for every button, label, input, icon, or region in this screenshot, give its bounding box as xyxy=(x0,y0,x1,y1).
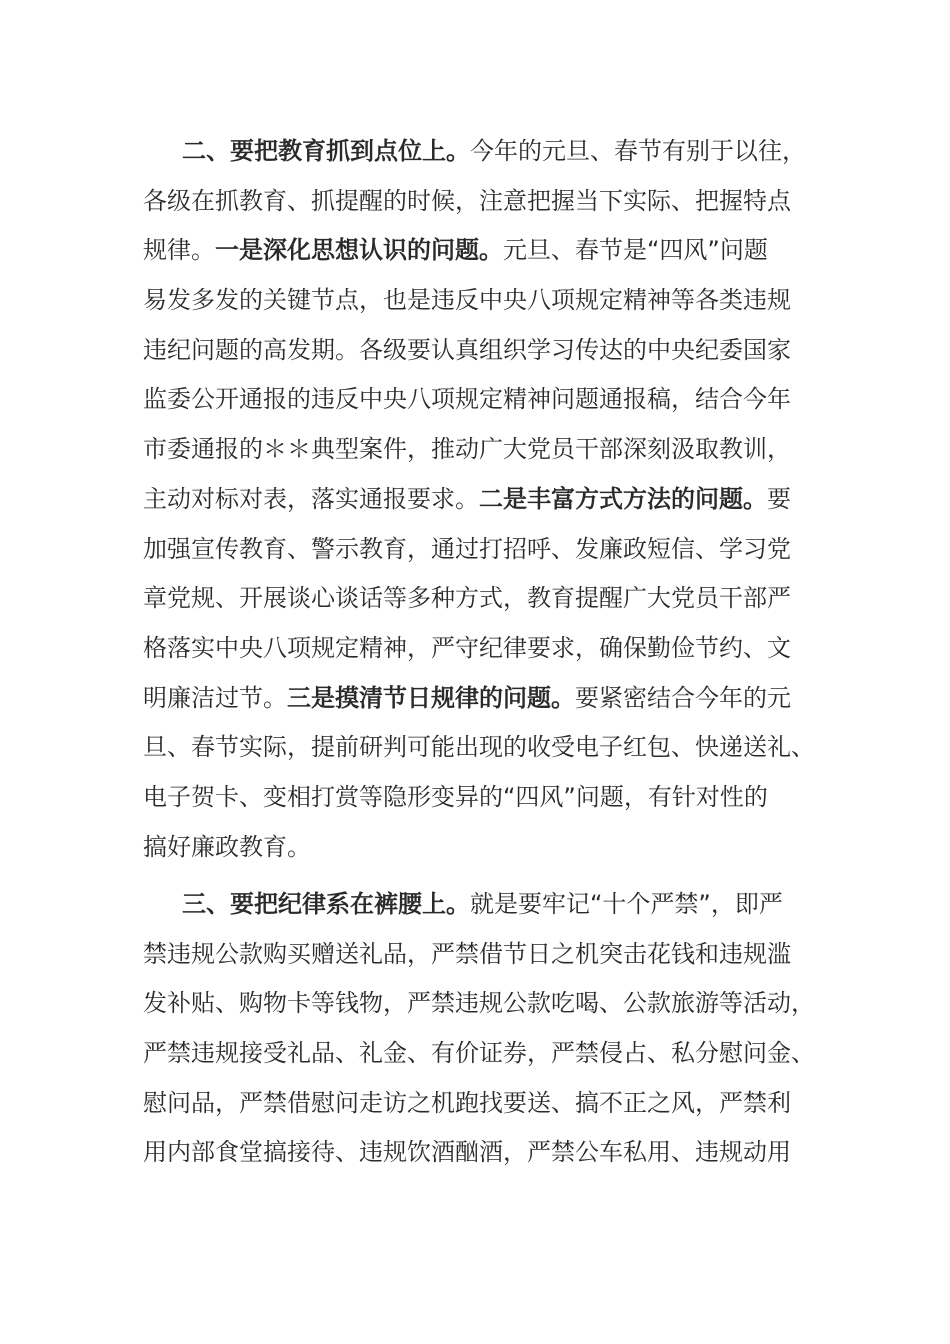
text-run: 发补贴、购物卡等钱物，严禁违规公款吃喝、公款旅游等活动， xyxy=(143,989,815,1018)
text-run: 监委公开通报的违反中央八项规定精神问题通报稿，结合今年 xyxy=(143,385,791,414)
text-line xyxy=(143,674,808,724)
text-line xyxy=(143,723,815,773)
text-run: 禁违规公款购买赠送礼品，严禁借节日之机突击花钱和违规滥 xyxy=(143,939,791,968)
text-line xyxy=(143,177,808,227)
text-line xyxy=(143,1079,808,1129)
text-run: 易发多发的关键节点，也是违反中央八项规定精神等各类违规 xyxy=(143,286,791,315)
text-line xyxy=(143,1128,808,1178)
text-line xyxy=(143,1029,815,1079)
text-line xyxy=(143,880,808,930)
bold-phrase: 一是深化思想认识的问题。 xyxy=(215,236,503,265)
text-run: 格落实中央八项规定精神，严守纪律要求，确保勤俭节约、文 xyxy=(143,633,791,662)
bold-phrase: 三、要把纪律系在裤腰上。 xyxy=(182,890,470,918)
text-run: 主动对标对表，落实通报要求。 xyxy=(143,484,479,513)
text-run: 慰问品，严禁借慰问走访之机跑找要送、搞不正之风，严禁利 xyxy=(143,1088,791,1117)
paragraph-3-discipline xyxy=(143,880,815,1178)
text-line xyxy=(143,276,808,326)
text-line xyxy=(143,574,808,624)
text-run: 各级在抓教育、抓提醒的时候，注意把握当下实际、把握特点 xyxy=(143,186,791,215)
text-run: 要 xyxy=(767,484,791,513)
bold-phrase: 三是摸清节日规律的问题。 xyxy=(287,683,575,712)
text-run: 元旦、春节是“四风”问题 xyxy=(503,236,768,265)
text-run: 旦、春节实际，提前研判可能出现的收受电子红包、快递送礼、 xyxy=(143,733,815,762)
text-run: 违纪问题的高发期。各级要认真组织学习传达的中央纪委国家 xyxy=(143,335,791,364)
text-line xyxy=(143,326,808,376)
text-line xyxy=(143,375,808,425)
paragraph-2-education xyxy=(143,127,815,872)
text-line xyxy=(143,475,808,525)
bold-phrase: 二是丰富方式方法的问题。 xyxy=(479,484,767,513)
text-line xyxy=(143,525,808,575)
text-line xyxy=(143,930,808,980)
text-run: 今年的元旦、春节有别于以往， xyxy=(470,137,806,165)
text-run: 搞好廉政教育。 xyxy=(143,832,311,861)
text-run: 就是要牢记“十个严禁”，即严 xyxy=(470,890,783,918)
text-run: 要紧密结合今年的元 xyxy=(575,683,791,712)
text-run: 用内部食堂搞接待、违规饮酒酗酒，严禁公车私用、违规动用 xyxy=(143,1138,791,1167)
text-line xyxy=(143,823,808,873)
text-run: 明廉洁过节。 xyxy=(143,683,287,712)
text-run: 市委通报的＊＊典型案件，推动广大党员干部深刻汲取教训， xyxy=(143,435,791,464)
text-run: 加强宣传教育、警示教育，通过打招呼、发廉政短信、学习党 xyxy=(143,534,791,563)
text-run: 规律。 xyxy=(143,236,215,265)
text-run: 章党规、开展谈心谈话等多种方式，教育提醒广大党员干部严 xyxy=(143,584,791,613)
text-line xyxy=(143,624,808,674)
bold-phrase: 二、要把教育抓到点位上。 xyxy=(182,137,470,165)
text-line xyxy=(143,773,808,823)
text-run: 电子贺卡、变相打赏等隐形变异的“四风”问题，有针对性的 xyxy=(143,782,768,811)
text-line xyxy=(143,979,815,1029)
text-line xyxy=(143,226,808,276)
text-line xyxy=(143,127,808,177)
text-run: 严禁违规接受礼品、礼金、有价证券，严禁侵占、私分慰问金、 xyxy=(143,1039,815,1068)
text-line xyxy=(143,425,808,475)
